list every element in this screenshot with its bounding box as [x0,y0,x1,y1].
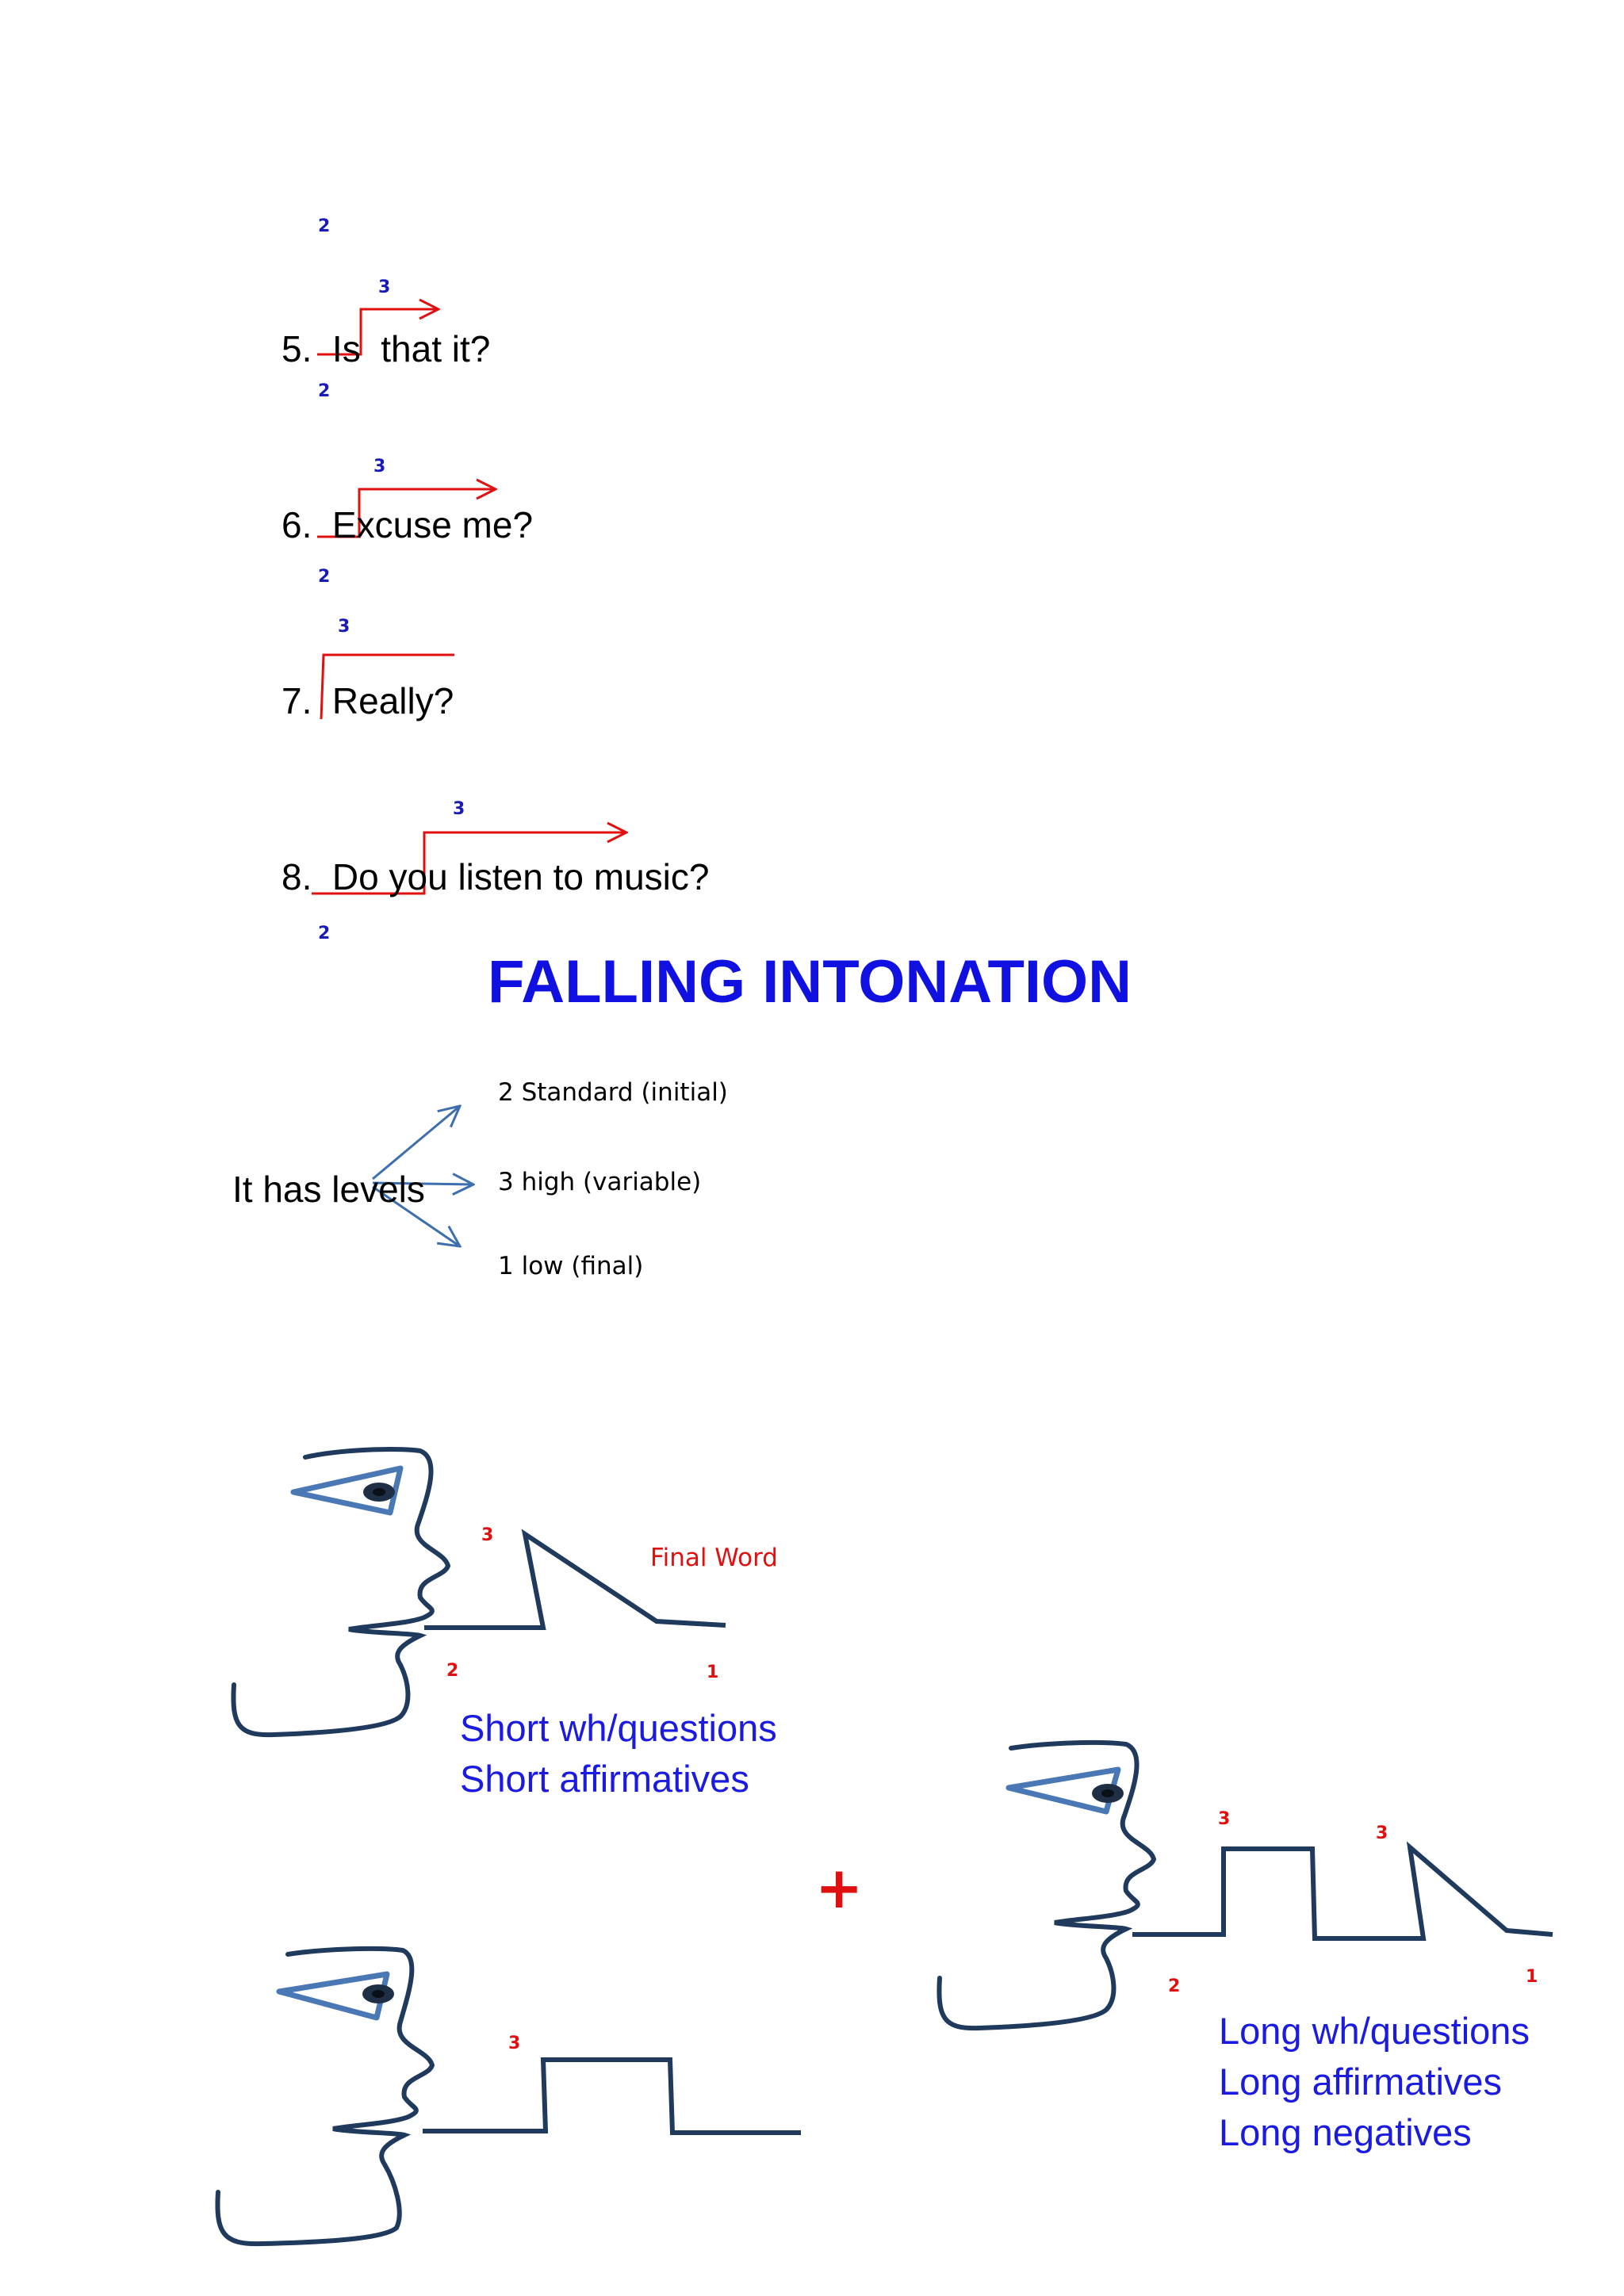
level-3-label: 3 [1376,1823,1388,1843]
face-profile-short [233,1449,448,1735]
level-3-label: 3 [373,457,386,476]
page-heading: FALLING INTONATION [488,948,1132,1016]
caption-short-affirmatives: Short affirmatives [460,1758,749,1800]
caption-long-affirmatives: Long affirmatives [1219,2061,1503,2103]
face-profile-step [217,1949,432,2244]
pitch-contour-step [423,2060,801,2133]
level-3-label: 3 [481,1525,494,1545]
level-2-label: 2 [1168,1976,1181,1996]
level-2-label: 2 [446,1661,459,1681]
sentence-6: 6. Excuse me? [282,504,534,545]
sentence-7: 7. Really? [282,680,454,721]
level-item-low: 1 low (final) [498,1252,644,1280]
level-2-label: 2 [318,216,331,236]
caption-long-wh-questions: Long wh/questions [1219,2010,1530,2052]
sentence-8: 8. Do you listen to music? [282,856,710,897]
final-word-label: Final Word [650,1544,778,1572]
level-item-standard: 2 Standard (initial) [498,1078,728,1107]
level-2-label: 2 [318,567,331,587]
levels-intro: It has levels [232,1169,425,1210]
level-3-label: 3 [378,277,391,297]
level-3-label: 3 [508,2034,521,2053]
level-3-label: 3 [338,617,350,637]
caption-long-negatives: Long negatives [1219,2111,1472,2153]
level-3-label: 3 [1218,1809,1231,1829]
level-2-label: 2 [318,924,331,943]
level-1-label: 1 [707,1663,719,1682]
level-item-high: 3 high (variable) [498,1168,702,1196]
face-profile-long [939,1743,1154,2028]
pitch-contour-long [1132,1847,1553,1938]
plus-sign: + [815,1854,864,1921]
level-3-label: 3 [453,799,465,819]
level-2-label: 2 [318,381,331,401]
caption-short-wh-questions: Short wh/questions [460,1707,777,1749]
level-1-label: 1 [1526,1967,1538,1987]
sentence-5: 5. Is that it? [282,328,491,369]
